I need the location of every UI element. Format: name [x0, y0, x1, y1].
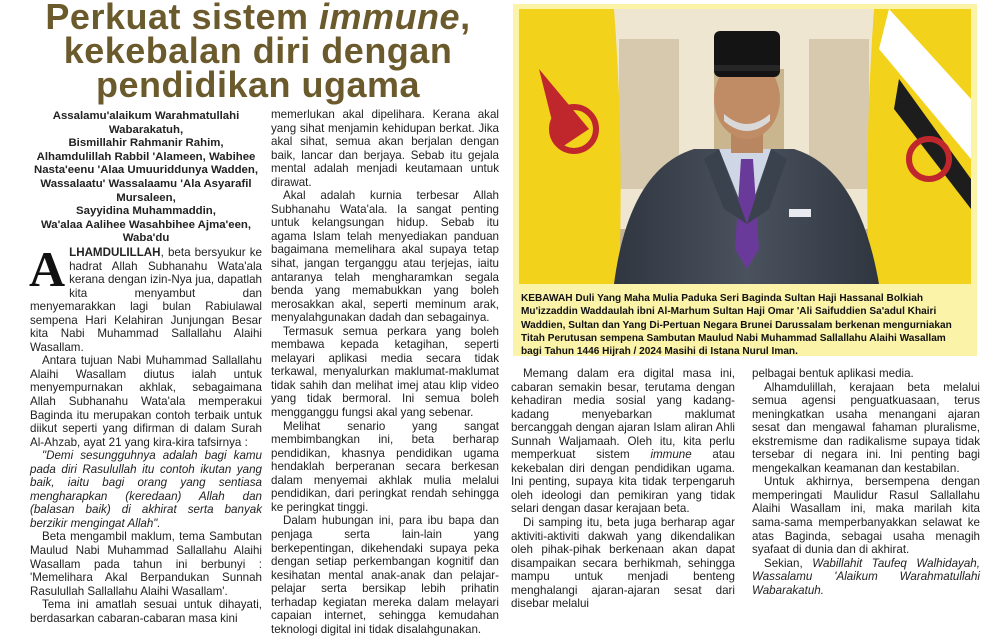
article-column-1 — [29, 241, 262, 625]
salam-line: Waba'du — [122, 232, 170, 245]
article-column-3 — [511, 367, 735, 611]
salam-greeting — [30, 110, 262, 246]
paragraph: Memang dalam era digital masa ini, cabaran semakin besar, terutama dengan kehadiran media sosial yang kadang-kadang menyebarkan maklumat bercanggah dengan ajaran Islam aliran Ahli Sunnah Waljamaah. Oleh itu, kita perlu memperkuat sistem immune atau kekebalan diri dengan pendidikan ugama. Ini penting, supaya kita tidak terpengaruh oleh ideologi dan pemikiran yang tidak selari dengan dasar kerajaan beta. — [511, 367, 735, 516]
salam-line: Bismillahir Rahmanir Rahim, — [68, 137, 224, 150]
paragraph: Untuk akhirnya, bersempena dengan memperingati Maulidur Rasul Sallallahu Alaihi Wasallam ini, maka marilah kita sama-sama memperbanyakkan selawat ke atas Baginda, sebagai usaha menagih syafaat di dunia dan di akhirat. — [752, 475, 980, 557]
portrait-image — [519, 9, 971, 284]
paragraph: memerlukan akal dipelihara. Kerana akal yang sihat menjamin kehidupan berkat. Jika akal sihat, semua akan berjalan dengan baik, lancar dan berjaya. Sebab itu gejala mental adalah menjadi keutamaan untuk dirawat. — [271, 108, 499, 189]
article-column-4 — [752, 367, 980, 597]
salam-line: Wa'alaa Aalihee Wasahbihee Ajma'een, — [40, 218, 252, 231]
salam-line: Wabarakatuh, — [108, 123, 184, 136]
headline — [8, 0, 508, 105]
paragraph: Antara tujuan Nabi Muhammad Sallallahu Alaihi Wasallam diutus ialah untuk menyempurnakan akhlak, sebagaimana Allah Subhanahu Wata'ala memperakui Baginda itu merupakan contoh terbaik untuk diikut seperti yang difirman di dalam Surah Al-Ahzab, ayat 21 yang kira-kira tafsirnya : — [30, 354, 262, 449]
headline-line-2: kekebalan diri dengan — [63, 30, 453, 71]
salam-line: Sayyidina Muhammaddin, — [76, 205, 216, 218]
photo-caption: KEBAWAH Duli Yang Maha Mulia Paduka Seri Baginda Sultan Haji Hassanal Bolkiah Mu'izzaddin Waddaulah ibni Al-Marhum Sultan Haji Omar 'Ali Saifuddien Sa'adul Khairi Waddien, Sultan dan Yang Di-Pertuan Negara Brunei Darussalam berkenan mengurniakan Titah Perutusan sempena Sambutan Maulud Nabi Muhammad Sallallahu Alaihi Wasallam bagi Tahun 1446 Hijrah / 2024 Masihi di Istana Nurul Iman. — [521, 293, 952, 358]
drop-cap: A — [29, 241, 66, 297]
paragraph: Melihat senario yang sangat membimbangkan ini, beta berharap pendidikan, khasnya pendidikan ugama hendaklah berperanan secara berkesan dalam menyemai akhlak mulia melalui pendidikan, dari peringkat rendah sehingga ke peringkat tinggi. — [271, 419, 499, 514]
paragraph: pelbagai bentuk aplikasi media. — [752, 367, 914, 380]
paragraph: Beta mengambil maklum, tema Sambutan Maulud Nabi Muhammad Sallallahu Alaihi Wasallam pada tahun ini berbunyi : 'Memelihara Akal Berpandukan Sunnah Rasulullah Sallallahu Alaihi Wasallam'. — [30, 530, 262, 598]
salam-line: Assalamu'alaikum Warahmatullahi — [52, 110, 240, 122]
sultan-portrait-photo — [519, 9, 971, 284]
paragraph: Termasuk semua perkara yang boleh membawa kepada ketagihan, seperti melayari aplikasi media secara tidak terkawal, menyalurkan maklumat-maklumat tidak sahih dan melihat imej atau klip video yang tidak bermoral. Ini semua boleh mengganggu fungsi akal yang sebenar. — [271, 324, 499, 420]
salam-line: Mursaleen, — [116, 191, 176, 204]
headline-line-1: Perkuat sistem immune, — [45, 0, 471, 37]
salam-line: Nasta'eenu 'Alaa Umuuriddunya Wadden, — [34, 164, 258, 177]
salam-line: Alhamdulillah Rabbil 'Alameen, Wabihee — [36, 150, 256, 163]
paragraph: Akal adalah kurnia terbesar Allah Subhanahu Wata'ala. Ia sangat penting untuk kelangsungan hidup. Sebab itu agama Islam telah menyediakan panduan bagaimana memelihara akal supaya tetap sihat, jangan terganggu atau terjejas, iaitu antaranya telah mengharamkan segala benda yang memabukkan yang boleh merosakkan akal, seperti meminum arak, menyalahgunakan dadah dan sebagainya. — [271, 189, 499, 325]
article-column-2 — [271, 108, 499, 636]
quote-paragraph: "Demi sesungguhnya adalah bagi kamu pada diri Rasulullah itu contoh ikutan yang baik, iaitu bagi orang yang sentiasa mengharapkan (keredaan) Allah dan (balasan baik) di akhirat serta banyak berzikir mengingat Allah". — [30, 449, 262, 530]
headline-line-3: pendidikan ugama — [95, 64, 421, 105]
paragraph: ALHAMDULILLAH, beta bersyukur ke hadrat Allah Subhanahu Wata'ala kerana dengan izin-Nya jua, dapatlah kita menyambut dan menyemarakkan lagi bulan Rabiulawal sempena Hari Kelahiran Junjungan Besar kita Nabi Muhammad Sallallahu Alaihi Wasallam. — [29, 241, 262, 354]
paragraph: Tema ini amatlah sesuai untuk dihayati, berdasarkan cabaran-cabaran masa kini — [30, 598, 262, 625]
paragraph: Dalam hubungan ini, para ibu bapa dan penjaga serta lain-lain yang berkepentingan, dikehendaki supaya peka dengan setiap perkembangan kognitif dan kesihatan mental anak-anak dan pelajar-pelajar serta bersikap lebih prihatin terhadap kegiatan mereka dalam melayari capaian internet, sehingga kemudahan teknologi digital ini tidak disalahgunakan. — [271, 514, 499, 636]
paragraph: Di samping itu, beta juga berharap agar aktiviti-aktiviti dakwah yang dikendalikan oleh pihak-pihak berkenaan akan dapat disampaikan secara berhikmah, sehingga mampu untuk menjadi benteng menghalangi ajaran-ajaran sesat dari disebar melalui — [511, 516, 735, 611]
paragraph: Alhamdulillah, kerajaan beta melalui semua agensi penguatkuasaan, terus meningkatkan usaha menangani ajaran sesat dan mengawal fahaman pluralisme, ekstremisme dan radikalisme supaya tidak tersebar di negara ini. Ini penting bagi mengekalkan keamanan dan kestabilan. — [752, 380, 980, 475]
salam-line: Wassalaatu' Wassalaamu 'Ala Asyarafil — [40, 177, 252, 190]
closing-paragraph: Sekian, Wabillahit Taufeq Walhidayah, Wassalamu 'Alaikum Warahmatullahi Wabarakatuh. — [752, 556, 980, 597]
